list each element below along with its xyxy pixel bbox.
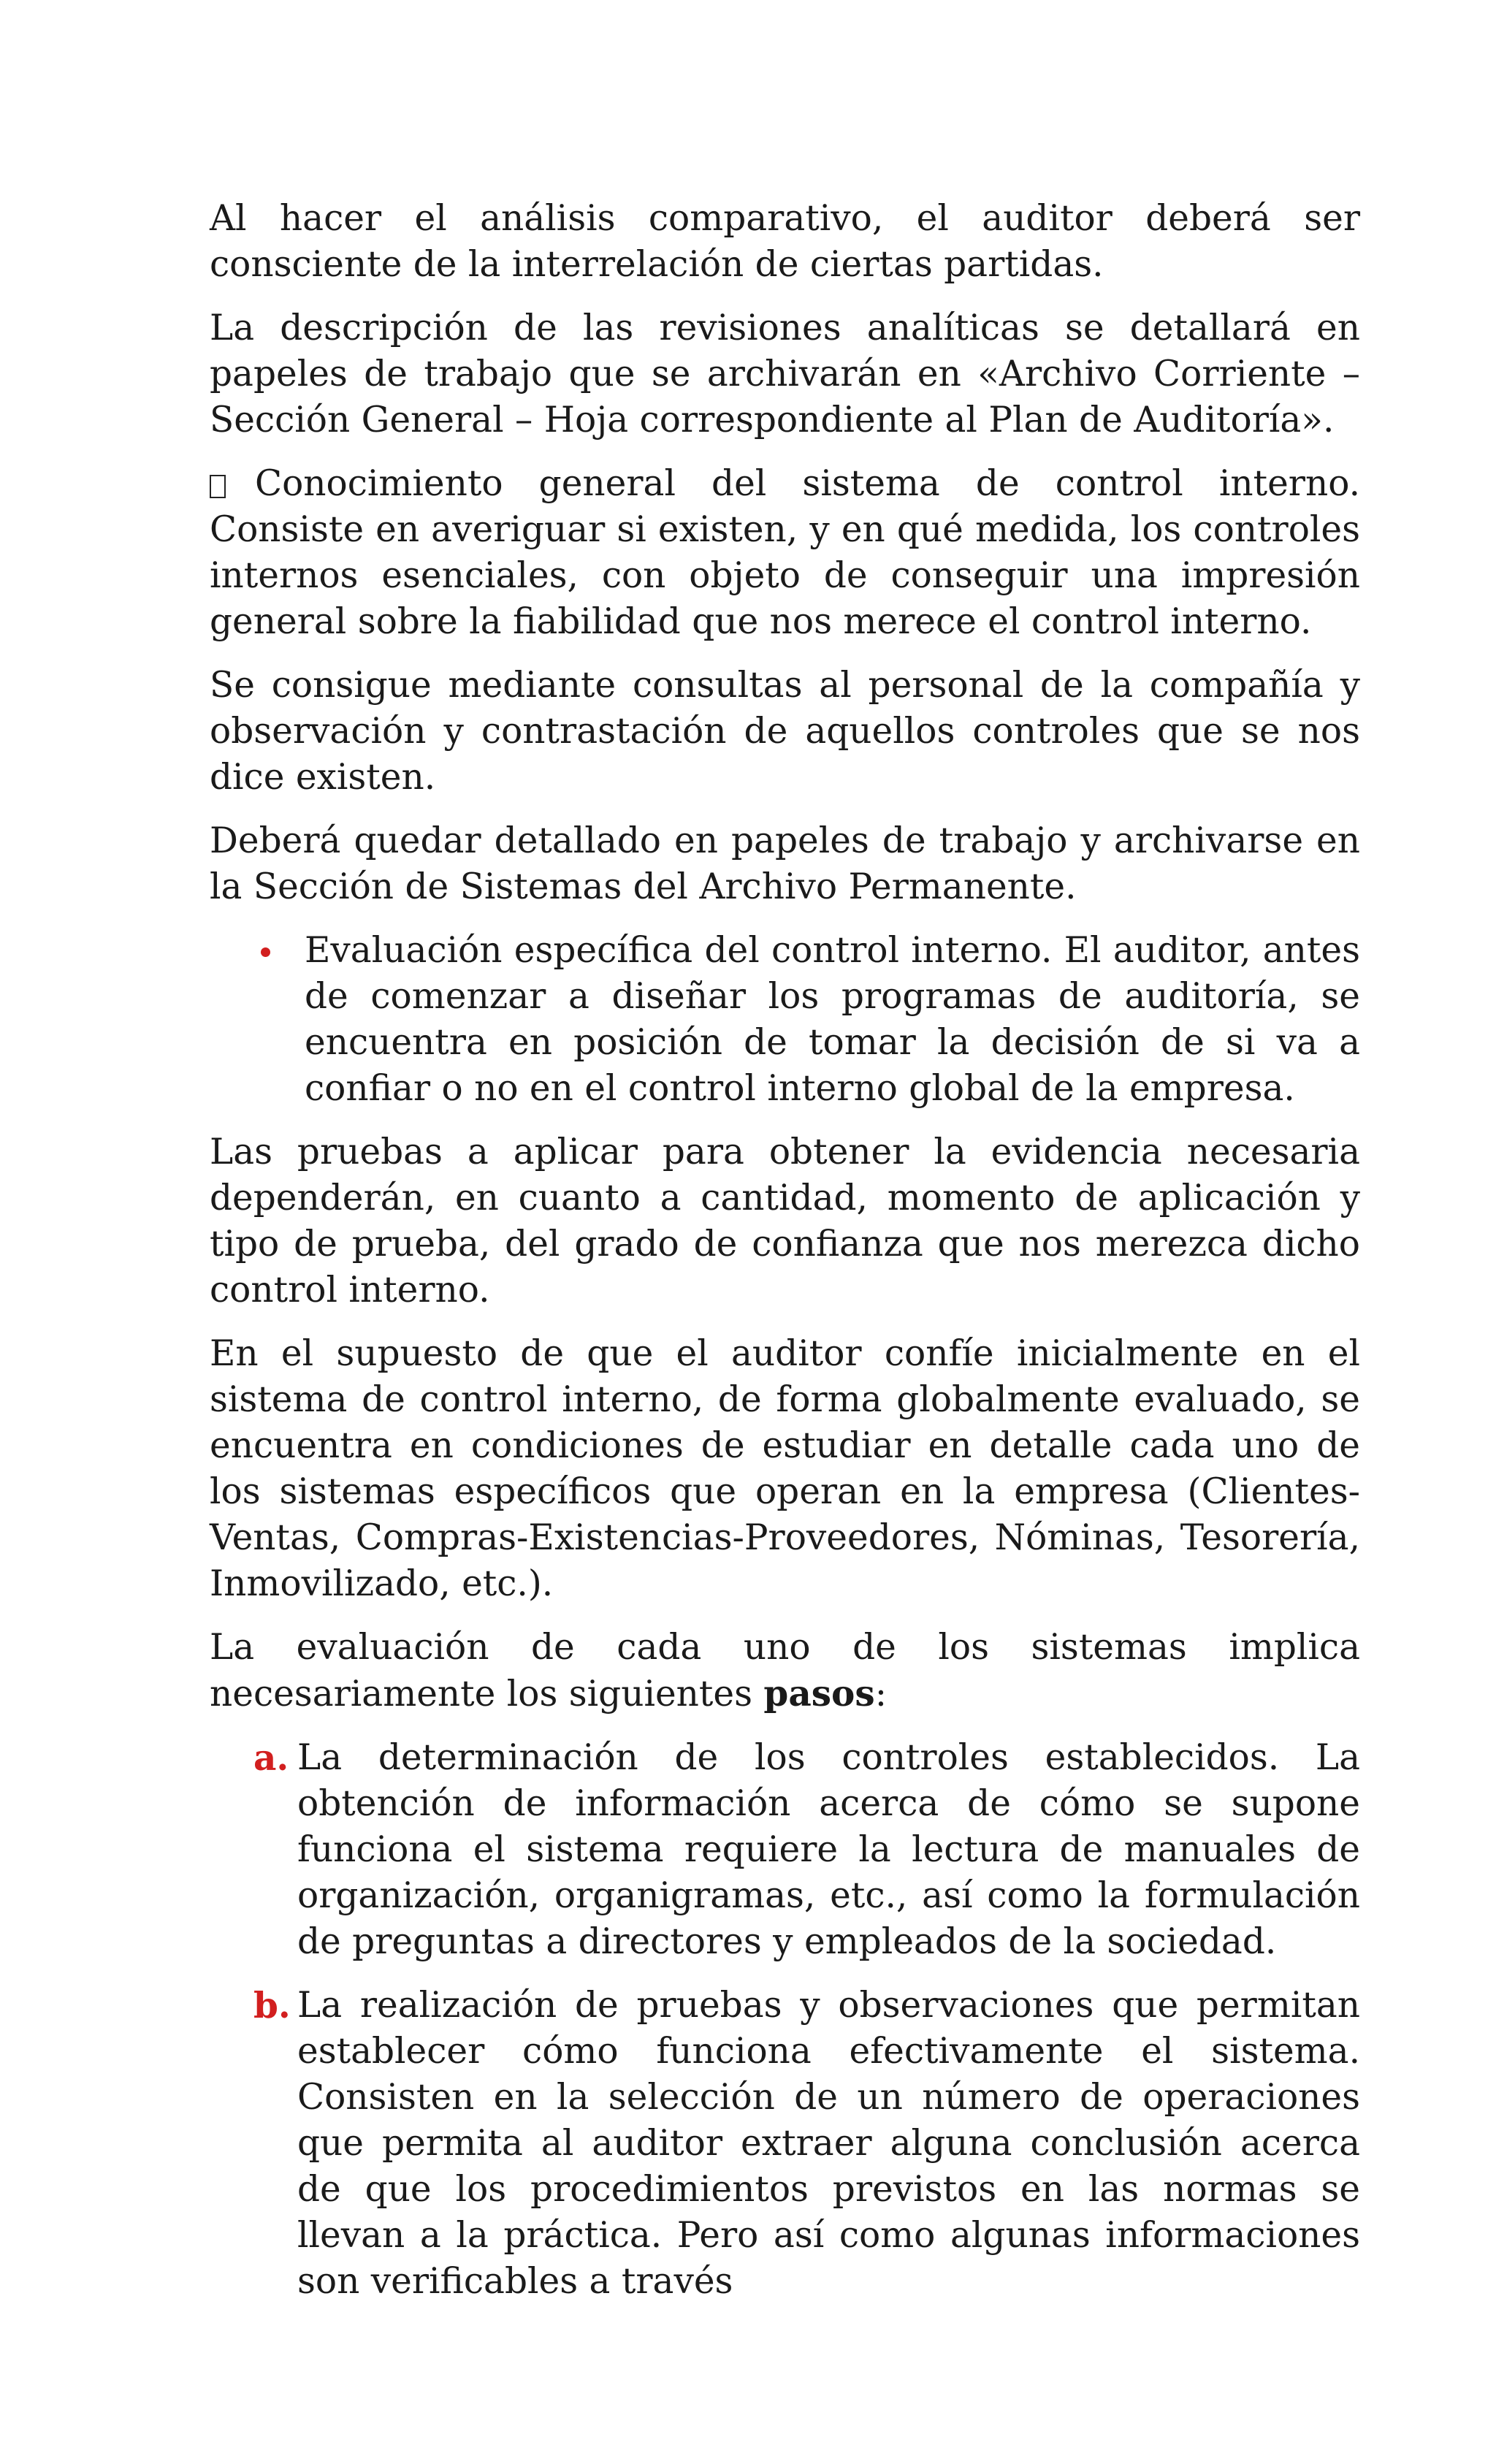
steps-intro-colon: : [874,1674,888,1714]
paragraph-permanent-file: Deberá quedar detallado en papeles de trabajo y archivarse en la Sección de Sistemas del Archivo Permanente. [210,820,1360,907]
step-marker: a. [253,1737,289,1779]
list-item-text: Evaluación específica del control interno. El auditor, antes de comenzar a diseñar los programas de auditoría, se encuentra en posición de tomar la decisión de si va a confiar o no en el control interno global de la empresa. [305,930,1360,1109]
list-item-specific-evaluation [210,928,1360,1112]
step-text: La realización de pruebas y observaciones que permitan establecer cómo funciona efectivamente el sistema. Consisten en la selección de un número de operaciones que permita al auditor extraer alguna conclusión acerca de que los procedimientos previstos en las normas se llevan a la práctica. Pero así como algunas informaciones son verificables a través [297,1985,1360,2302]
paragraph-comparative-analysis: Al hacer el análisis comparativo, el auditor deberá ser consciente de la interrelación de ciertas partidas. [210,198,1360,285]
list-item-step-b [210,1983,1360,2305]
steps-keyword: pasos [763,1673,875,1714]
list-item-step-a [210,1735,1360,1965]
paragraph-general-knowledge [210,461,1360,645]
paragraph-tests-evidence: Las pruebas a aplicar para obtener la evidencia necesaria dependerán, en cuanto a cantidad, momento de aplicación y tipo de prueba, del grado de confianza que nos merezca dicho control interno. [210,1132,1360,1311]
step-text: La determinación de los controles establecidos. La obtención de información acerca de cómo se supone funciona el sistema requiere la lectura de manuales de organización, organigramas, etc., así como la formulación de preguntas a directores y empleados de la sociedad. [297,1737,1360,1962]
document-body [210,196,1360,2322]
paragraph-general-knowledge-text: Conocimiento general del sistema de control interno. Consiste en averiguar si existen, y en qué medida, los controles internos esenciales, con objeto de conseguir una impresión general sobre la fiabilidad que nos merece el control interno. [210,463,1360,642]
steps-intro-text: La evaluación de cada uno de los sistemas implica necesariamente los siguientes [210,1627,1360,1714]
paragraph-staff-consultation: Se consigue mediante consultas al personal de la compañía y observación y contrastación de aquellos controles que se nos dice existen. [210,665,1360,798]
paragraph-analytical-reviews: La descripción de las revisiones analíticas se detallará en papeles de trabajo que se archivarán en «Archivo Corriente – Sección General – Hoja correspondiente al Plan de Auditoría». [210,308,1360,440]
red-dot-icon [261,947,270,957]
paragraph-specific-systems: En el supuesto de que el auditor confíe inicialmente en el sistema de control interno, de forma globalmente evaluado, se encuentra en condiciones de estudiar en detalle cada uno de los sistemas específicos que operan en la empresa (Clientes-Ventas, Compras-Existencias-Proveedores, Nóminas, Tesorería, Inmovilizado, etc.). [210,1333,1360,1604]
square-box-icon [210,475,226,498]
paragraph-steps-intro [210,1625,1360,1717]
step-marker: b. [253,1985,291,2026]
